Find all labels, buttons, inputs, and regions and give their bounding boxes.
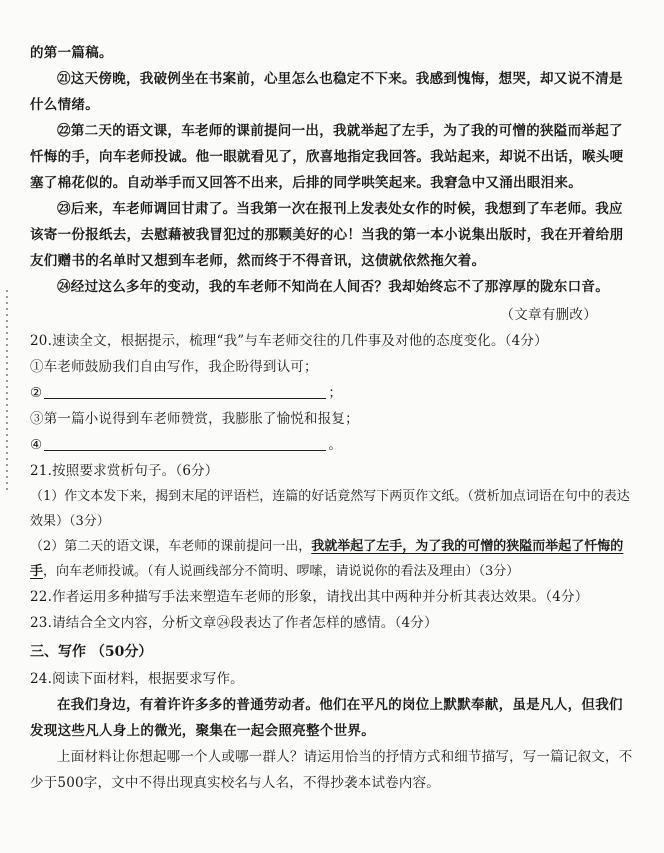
question-23: 23.请结合全文内容，分析文章㉔段表达了作者怎样的感情。（4分）	[30, 615, 438, 631]
source-note: （文章有删改）	[500, 307, 597, 323]
question-24-stem: 24.阅读下面材料，根据要求写作。	[30, 671, 244, 687]
exam-page	[30, 40, 635, 796]
question-20-item-2	[30, 380, 635, 406]
question-20-item-4	[30, 432, 635, 458]
answer-blank-2[interactable]	[44, 384, 326, 399]
question-21-sub-1: （1）作文本发下来，揭到末尾的评语栏，连篇的好话竟然写下两页作文纸。（赏析加点词语在句中的表达效果）（3分）	[30, 489, 630, 529]
answer-blank-4[interactable]	[44, 436, 326, 451]
question-20-item-3: ③第一篇小说得到车老师赞赏，我膨胀了愉悦和报复；	[30, 411, 359, 427]
passage-paragraph-21: ㉑这天傍晚，我破例坐在书案前，心里怎么也稳定不下来。我感到愧悔，想哭，却又说不清是什么情绪。	[30, 71, 623, 113]
item-2-marker: ②	[30, 385, 43, 401]
question-22: 22.作者运用多种描写手法来塑造车老师的形象，请找出其中两种并分析其表达效果。（4分）	[30, 589, 589, 605]
question-20-item-1: ①车老师鼓励我们自由写作，我企盼得到认可；	[30, 359, 318, 375]
item-4-marker: ④	[30, 437, 43, 453]
question-24-requirement: 上面材料让你想起哪一个人或哪一群人？请运用恰当的抒情方式和细节描写，写一篇记叙文，不少于500字，文中不得出现真实校名与人名，不得抄袭本试卷内容。	[30, 749, 633, 791]
question-21-stem: 21.按照要求赏析句子。（6分）	[30, 463, 219, 479]
passage-paragraph-24: ㉔经过这么多年的变动，我的车老师不知尚在人间否？我却始终忘不了那淳厚的陇东口音。	[57, 279, 609, 295]
section-writing-heading: 三、写作 （50分）	[30, 644, 153, 660]
sub-2-text-b: ，向车老师投诚。（有人说画线部分不简明、啰嗦，请说说你的看法及理由）（3分）	[43, 564, 520, 579]
binding-dots	[6, 290, 8, 490]
question-24-material: 在我们身边，有着许许多多的普通劳动者。他们在平凡的岗位上默默奉献，虽是凡人，但我们发现这些凡人身上的微光，聚集在一起会照亮整个世界。	[30, 697, 623, 739]
underlined-sentence: 我就举起了左手，为了我的可憎的狭隘而举起了忏悔的手	[30, 539, 624, 579]
question-20-stem: 20.速读全文，根据提示，梳理“我”与车老师交往的几件事及对他的态度变化。（4分）	[30, 333, 548, 349]
question-21-sub-2	[30, 534, 635, 584]
passage-paragraph-22: ㉒第二天的语文课，车老师的课前提问一出，我就举起了左手，为了我的可憎的狭隘而举起了忏悔的手，向车老师投诚。他一眼就看见了，欣喜地指定我回答。我站起来，却说不出话，喉头哽塞了棉花似的。自动举手而又回答不出来，后排的同学哄笑起来。我窘急中又涌出眼泪来。	[30, 123, 624, 191]
sub-2-text-a: （2）第二天的语文课，车老师的课前提问一出，	[30, 539, 312, 554]
item-4-end: 。	[328, 437, 343, 453]
passage-paragraph-23: ㉓后来，车老师调回甘肃了。当我第一次在报刊上发表处女作的时候，我想到了车老师。我应该寄一份报纸去，去慰藉被我冒犯过的那颗美好的心！当我的第一本小说集出版时，我在开着给朋友们赠书的名单时又想到车老师，然而终于不得音讯，这债就依然拖欠着。	[30, 201, 624, 269]
passage-paragraph-0: 的第一篇稿。	[30, 45, 113, 61]
item-2-end: ；	[328, 385, 343, 401]
